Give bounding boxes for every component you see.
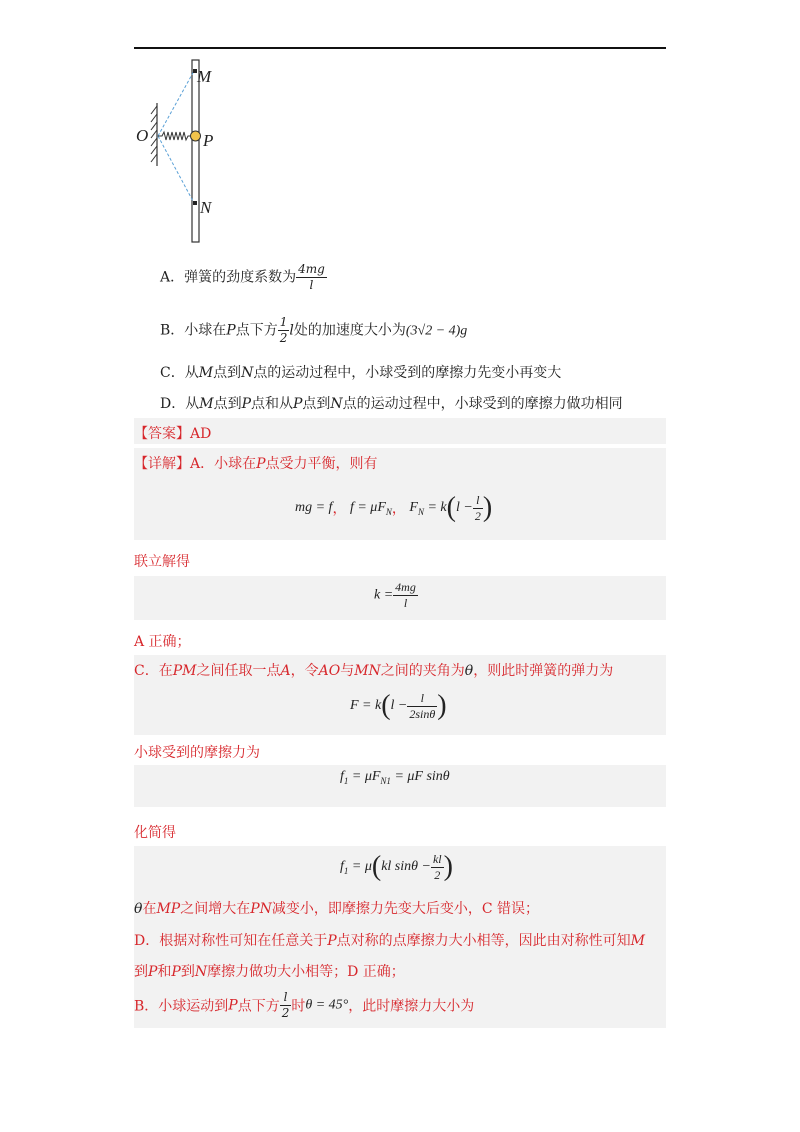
option-b-fraction [278,315,290,346]
d-n: N [194,964,208,980]
b-fraction [280,990,292,1021]
b-analysis-line [134,990,474,1021]
option-a-text: A．弹簧的劲度系数为 [160,269,297,286]
eq3-pre: F = k [350,698,382,713]
eq1-c-pre: F [409,499,418,515]
theta-pn: PN [250,901,272,917]
c-mn: MN [354,663,381,679]
frac-num: 1 [279,315,288,329]
eq1-part-c [409,500,446,515]
c-pm: PM [172,663,197,679]
b-p: P [228,997,238,1014]
option-d-text1: D．从 [160,396,200,412]
eq4-a-sub: 1 [343,775,349,786]
eq1-sep1: ， [332,502,347,517]
eq4-a: f [340,769,344,784]
frac-den: 2 [281,1006,290,1020]
b-text: 时 [291,998,306,1015]
eq5-b: = μ [348,858,372,874]
option-b-expr: (3√2 − 4)g [405,323,468,339]
frac-num: 4mg [298,262,325,276]
friction-text: 小球受到的摩擦力为 [134,745,260,761]
c-text: 之间的夹角为 [380,663,465,679]
eq5-c: kl sinθ − [381,859,431,874]
option-d [160,393,623,413]
option-d-m: M [199,396,214,412]
dashed-line-on [158,136,194,203]
option-d-n: N [330,396,343,412]
lianli-text: 联立解得 [134,554,190,570]
eq1-part-a: mg = f [295,500,333,515]
eq5-lhs [340,859,372,874]
eq4-c: = μF sinθ [390,769,450,784]
c-text: 与 [340,663,355,679]
label-o: O [136,126,149,145]
option-d-text3: 点和从 [251,396,293,412]
eq1-part-b [350,500,392,515]
option-c-m: M [198,365,214,381]
eq1-c-l: l − [455,500,473,515]
eq4-b-sub: N1 [380,775,391,786]
d-line-1 [134,930,645,950]
d-text: 到 [180,964,195,980]
frac-num: kl [432,851,442,866]
option-d-text4: 点到 [302,396,331,412]
simplify-text: 化简得 [134,825,176,841]
detail-tag: 【详解】 [134,456,190,472]
option-b-text1: B．小球在 [160,322,227,339]
eq3-fraction [407,691,437,722]
c-text: ，则此时弹簧的弹力为 [473,663,614,679]
equation-4 [340,769,450,786]
eq1-fraction [473,493,483,524]
spring-rod-figure [130,58,240,248]
b-text: B．小球运动到 [134,998,229,1015]
eq1-sep2: ， [391,502,406,517]
eq2-pre: k = [374,587,394,603]
d-text: 摩擦力做功大小相等；D 正确； [207,964,405,980]
theta-line [134,898,539,918]
frac-den: 2 [474,508,481,523]
option-c-n: N [241,365,254,381]
d-p: P [327,933,337,949]
option-b-p: P [226,322,236,339]
c-theta: θ [464,663,474,679]
detail-text: 点受力平衡，则有 [265,456,378,472]
frac-den: 2 [434,867,441,882]
option-d-text2: 点到 [213,396,242,412]
wall-hatch [151,106,157,162]
header-rule [134,47,666,49]
answer-tag: 【答案】 [134,426,190,442]
theta-text: 减变小，即摩擦力先变大后变小，C 错误； [271,901,540,917]
option-b [160,315,467,346]
d-text: 点对称的点摩擦力大小相等，因此由对称性可知 [336,933,631,949]
vertical-rod [192,60,199,242]
d-text: D．根据对称性可知在任意关于 [134,933,328,949]
equation-3: F = k(l − $\frac{l}{2\sin\theta}$ ) [350,690,447,721]
eq4-b: = μF [348,769,381,784]
d-p2: P [171,964,181,980]
theta-mp: MP [156,901,181,917]
ball [191,131,201,141]
option-d-p2: P [293,396,303,412]
option-d-p: P [241,396,251,412]
d-text: 和 [157,964,172,980]
c-analysis-line [134,660,613,680]
option-c [160,362,561,382]
c-ao: AO [318,663,341,679]
frac-num: 4mg [395,580,416,594]
answer-bg [134,418,666,444]
option-a [160,262,327,293]
c-a: A [280,663,291,679]
option-b-text2: 点下方 [235,322,278,339]
eq1-c-sub: N [417,506,424,517]
equation-5: $f_1 = \mu(kl$ sinθ − $\frac{kl}{2}$ ) [340,851,453,882]
marker-n [193,201,197,205]
label-p: P [203,131,214,150]
frac-num: l [473,493,483,509]
equation-1: mg = f， $f = \mu F_N$， $F_N = k(l$ − $\frac{l}{2}$ ) [295,492,493,523]
b-text: 点下方 [237,998,280,1015]
eq5-a-sub: 1 [343,865,349,876]
label-n: N [200,198,212,217]
frac-den: l [309,278,314,292]
theta-symbol: θ [134,901,143,917]
option-c-text3: 点的运动过程中，小球受到的摩擦力先变小再变大 [253,365,562,381]
theta-text: 之间增大在 [180,901,251,917]
eq1-b: f = μF [349,499,386,515]
b-text: ，此时摩擦力大小为 [348,998,475,1015]
theta-text: 在 [142,901,157,917]
frac-den: l [403,596,408,610]
frac-num: l [280,990,292,1006]
frac-den: 2 [279,331,288,345]
d-m: M [630,933,645,949]
answer-value: AD [190,426,212,442]
eq3-l: l − [390,698,408,713]
option-d-text5: 点的运动过程中，小球受到的摩擦力做功相同 [342,396,623,412]
frac-num: l [407,691,437,707]
c-text: ，令 [290,663,319,679]
eq1-b-sub: N [385,506,392,517]
option-b-l: l [289,322,294,339]
detail-p: P [256,456,266,472]
option-c-text2: 点到 [213,365,242,381]
eq1-c-mid: = k [423,499,447,515]
eq2-fraction [393,580,418,611]
label-m: M [197,67,212,86]
detail-line-1 [134,453,378,473]
d-text: 到 [134,964,148,980]
answer-line [134,423,211,443]
equation-2 [374,580,418,611]
c-text: 之间任取一点 [196,663,281,679]
eq5-a: f [340,858,344,874]
c-text: C．在 [134,663,173,679]
d-line-2 [134,961,405,981]
frac-den: 2sinθ [409,706,436,721]
option-c-text1: C．从 [160,365,199,381]
dashed-line-om [158,71,194,136]
d-p: P [148,964,158,980]
b-theta-eq: θ = 45° [305,997,349,1013]
detail-text: A．小球在 [190,456,257,472]
option-b-text3: 处的加速度大小为 [293,322,406,339]
a-correct-text: A 正确； [134,634,191,650]
eq5-fraction [431,852,444,883]
option-a-fraction [296,262,327,293]
spring [158,132,192,140]
